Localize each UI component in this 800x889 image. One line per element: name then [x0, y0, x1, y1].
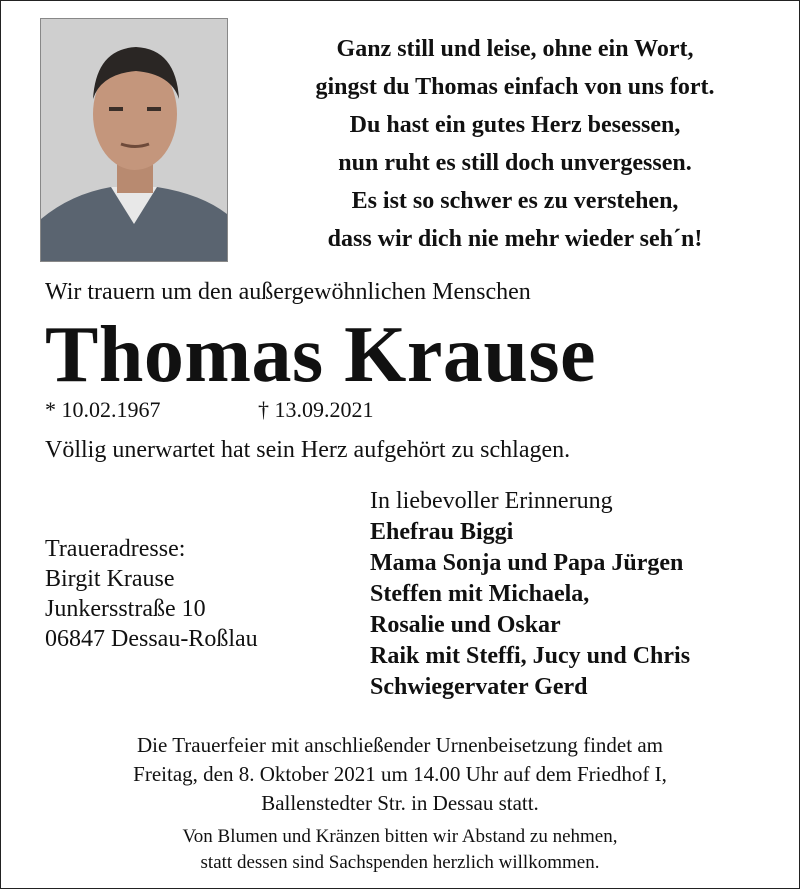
family-mourners — [370, 486, 690, 703]
memory-heading: In liebevoller Erinnerung — [370, 488, 613, 514]
service-line: Freitag, den 8. Oktober 2021 um 14.00 Uhr auf dem Friedhof I, — [133, 762, 667, 786]
mourner-name: Rosalie und Oskar — [370, 612, 561, 638]
death-date: † 13.09.2021 — [258, 397, 374, 422]
deceased-name: Thomas Krause — [45, 311, 596, 399]
address-label: Traueradresse: — [45, 536, 186, 562]
address-line: Junkersstraße 10 — [45, 596, 206, 622]
mourner-name: Raik mit Steffi, Jucy und Chris — [370, 643, 691, 669]
poem-line: nun ruht es still doch unvergessen. — [338, 150, 692, 176]
donation-line: statt dessen sind Sachspenden herzlich willkommen. — [200, 852, 600, 873]
mourner-name: Ehefrau Biggi — [370, 519, 514, 545]
poem-line: Es ist so schwer es zu verstehen, — [351, 188, 679, 214]
service-line: Ballenstedter Str. in Dessau statt. — [261, 791, 539, 815]
poem-line: dass wir dich nie mehr wieder seh´n! — [327, 226, 703, 252]
poem-line: Ganz still und leise, ohne ein Wort, — [336, 36, 694, 62]
sudden-death-note: Völlig unerwartet hat sein Herz aufgehört zu schlagen. — [45, 437, 571, 463]
donation-line: Von Blumen und Kränzen bitten wir Abstand zu nehmen, — [182, 826, 618, 847]
portrait-image — [41, 19, 227, 261]
mourning-address — [45, 534, 258, 654]
address-line: Birgit Krause — [45, 566, 175, 592]
mourner-name: Mama Sonja und Papa Jürgen — [370, 550, 684, 576]
donation-note — [40, 824, 760, 876]
portrait-photo — [40, 18, 228, 262]
poem-line: gingst du Thomas einfach von uns fort. — [315, 74, 715, 100]
funeral-service-info — [40, 731, 760, 818]
mourner-name: Steffen mit Michaela, — [370, 581, 590, 607]
address-line: 06847 Dessau-Roßlau — [45, 626, 258, 652]
birth-date: * 10.02.1967 — [45, 397, 161, 422]
poem-line: Du hast ein gutes Herz besessen, — [349, 112, 681, 138]
memorial-poem — [245, 30, 785, 258]
mourner-name: Schwiegervater Gerd — [370, 674, 588, 700]
service-line: Die Trauerfeier mit anschließender Urnenbeisetzung findet am — [137, 733, 663, 757]
mourning-intro: Wir trauern um den außergewöhnlichen Menschen — [45, 279, 531, 305]
